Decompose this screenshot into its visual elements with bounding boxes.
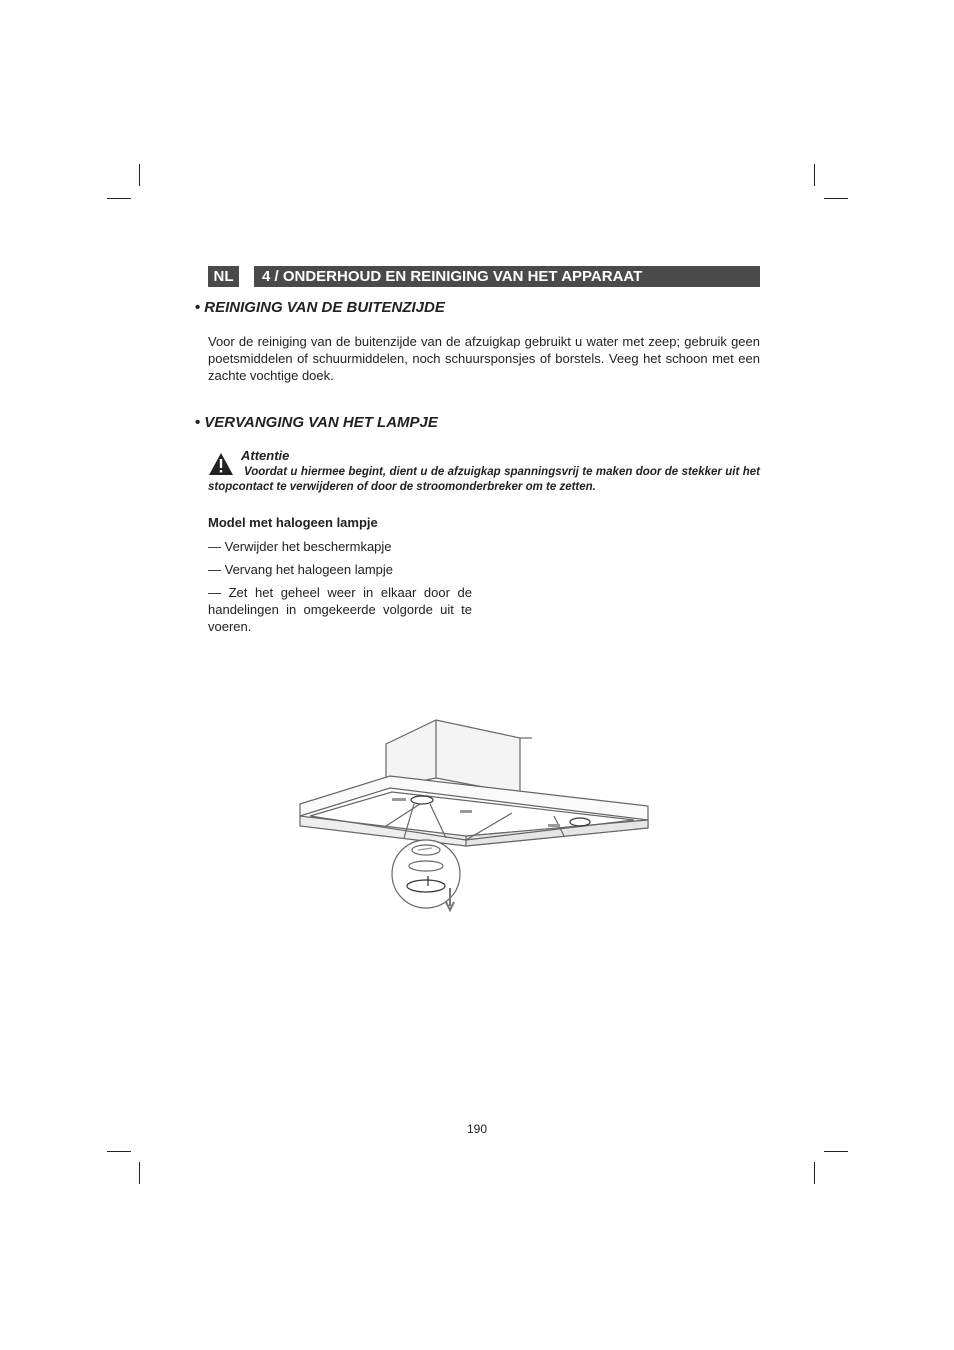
crop-mark: [814, 164, 815, 186]
crop-mark: [139, 1162, 140, 1184]
cleaning-title: REINIGING VAN DE BUITENZIJDE: [204, 299, 445, 316]
crop-mark: [107, 1151, 131, 1152]
attention-title: Attentie: [241, 448, 290, 463]
cleaning-heading: [195, 299, 445, 316]
lamp-title: VERVANGING VAN HET LAMPJE: [204, 414, 438, 431]
model-title: Model met halogeen lampje: [208, 515, 378, 530]
cleaning-text: Voor de reiniging van de buitenzijde van de afzuigkap gebruikt u water met zeep; gebruik geen poetsmiddelen of schuurmiddelen, noch schuursponsjes of borstels. Veeg het schoon met een zachte vochtige doek.: [208, 334, 760, 383]
crop-mark: [824, 1151, 848, 1152]
section-title: 4 / ONDERHOUD EN REINIGING VAN HET APPARAAT: [254, 266, 760, 287]
lamp-heading: [195, 414, 438, 431]
crop-mark: [107, 198, 131, 199]
crop-mark: [139, 164, 140, 186]
language-badge: NL: [208, 266, 239, 287]
hood-lamp-illustration: [296, 716, 662, 916]
crop-mark: [814, 1162, 815, 1184]
bullet: •: [195, 299, 201, 316]
attention-text: Voordat u hiermee begint, dient u de afzuigkap spanningsvrij te maken door de stekker uit het stopcontact te verwijderen of door de stroomonderbreker om te zetten.: [208, 466, 760, 493]
step-item: — Vervang het halogeen lampje: [208, 562, 394, 577]
crop-mark: [824, 198, 848, 199]
page-number: 190: [466, 1122, 488, 1136]
step-item: — Verwijder het beschermkapje: [208, 539, 392, 554]
step-item: — Zet het geheel weer in elkaar door de handelingen in omgekeerde volgorde uit te voeren.: [208, 585, 472, 634]
bullet: •: [195, 414, 201, 431]
